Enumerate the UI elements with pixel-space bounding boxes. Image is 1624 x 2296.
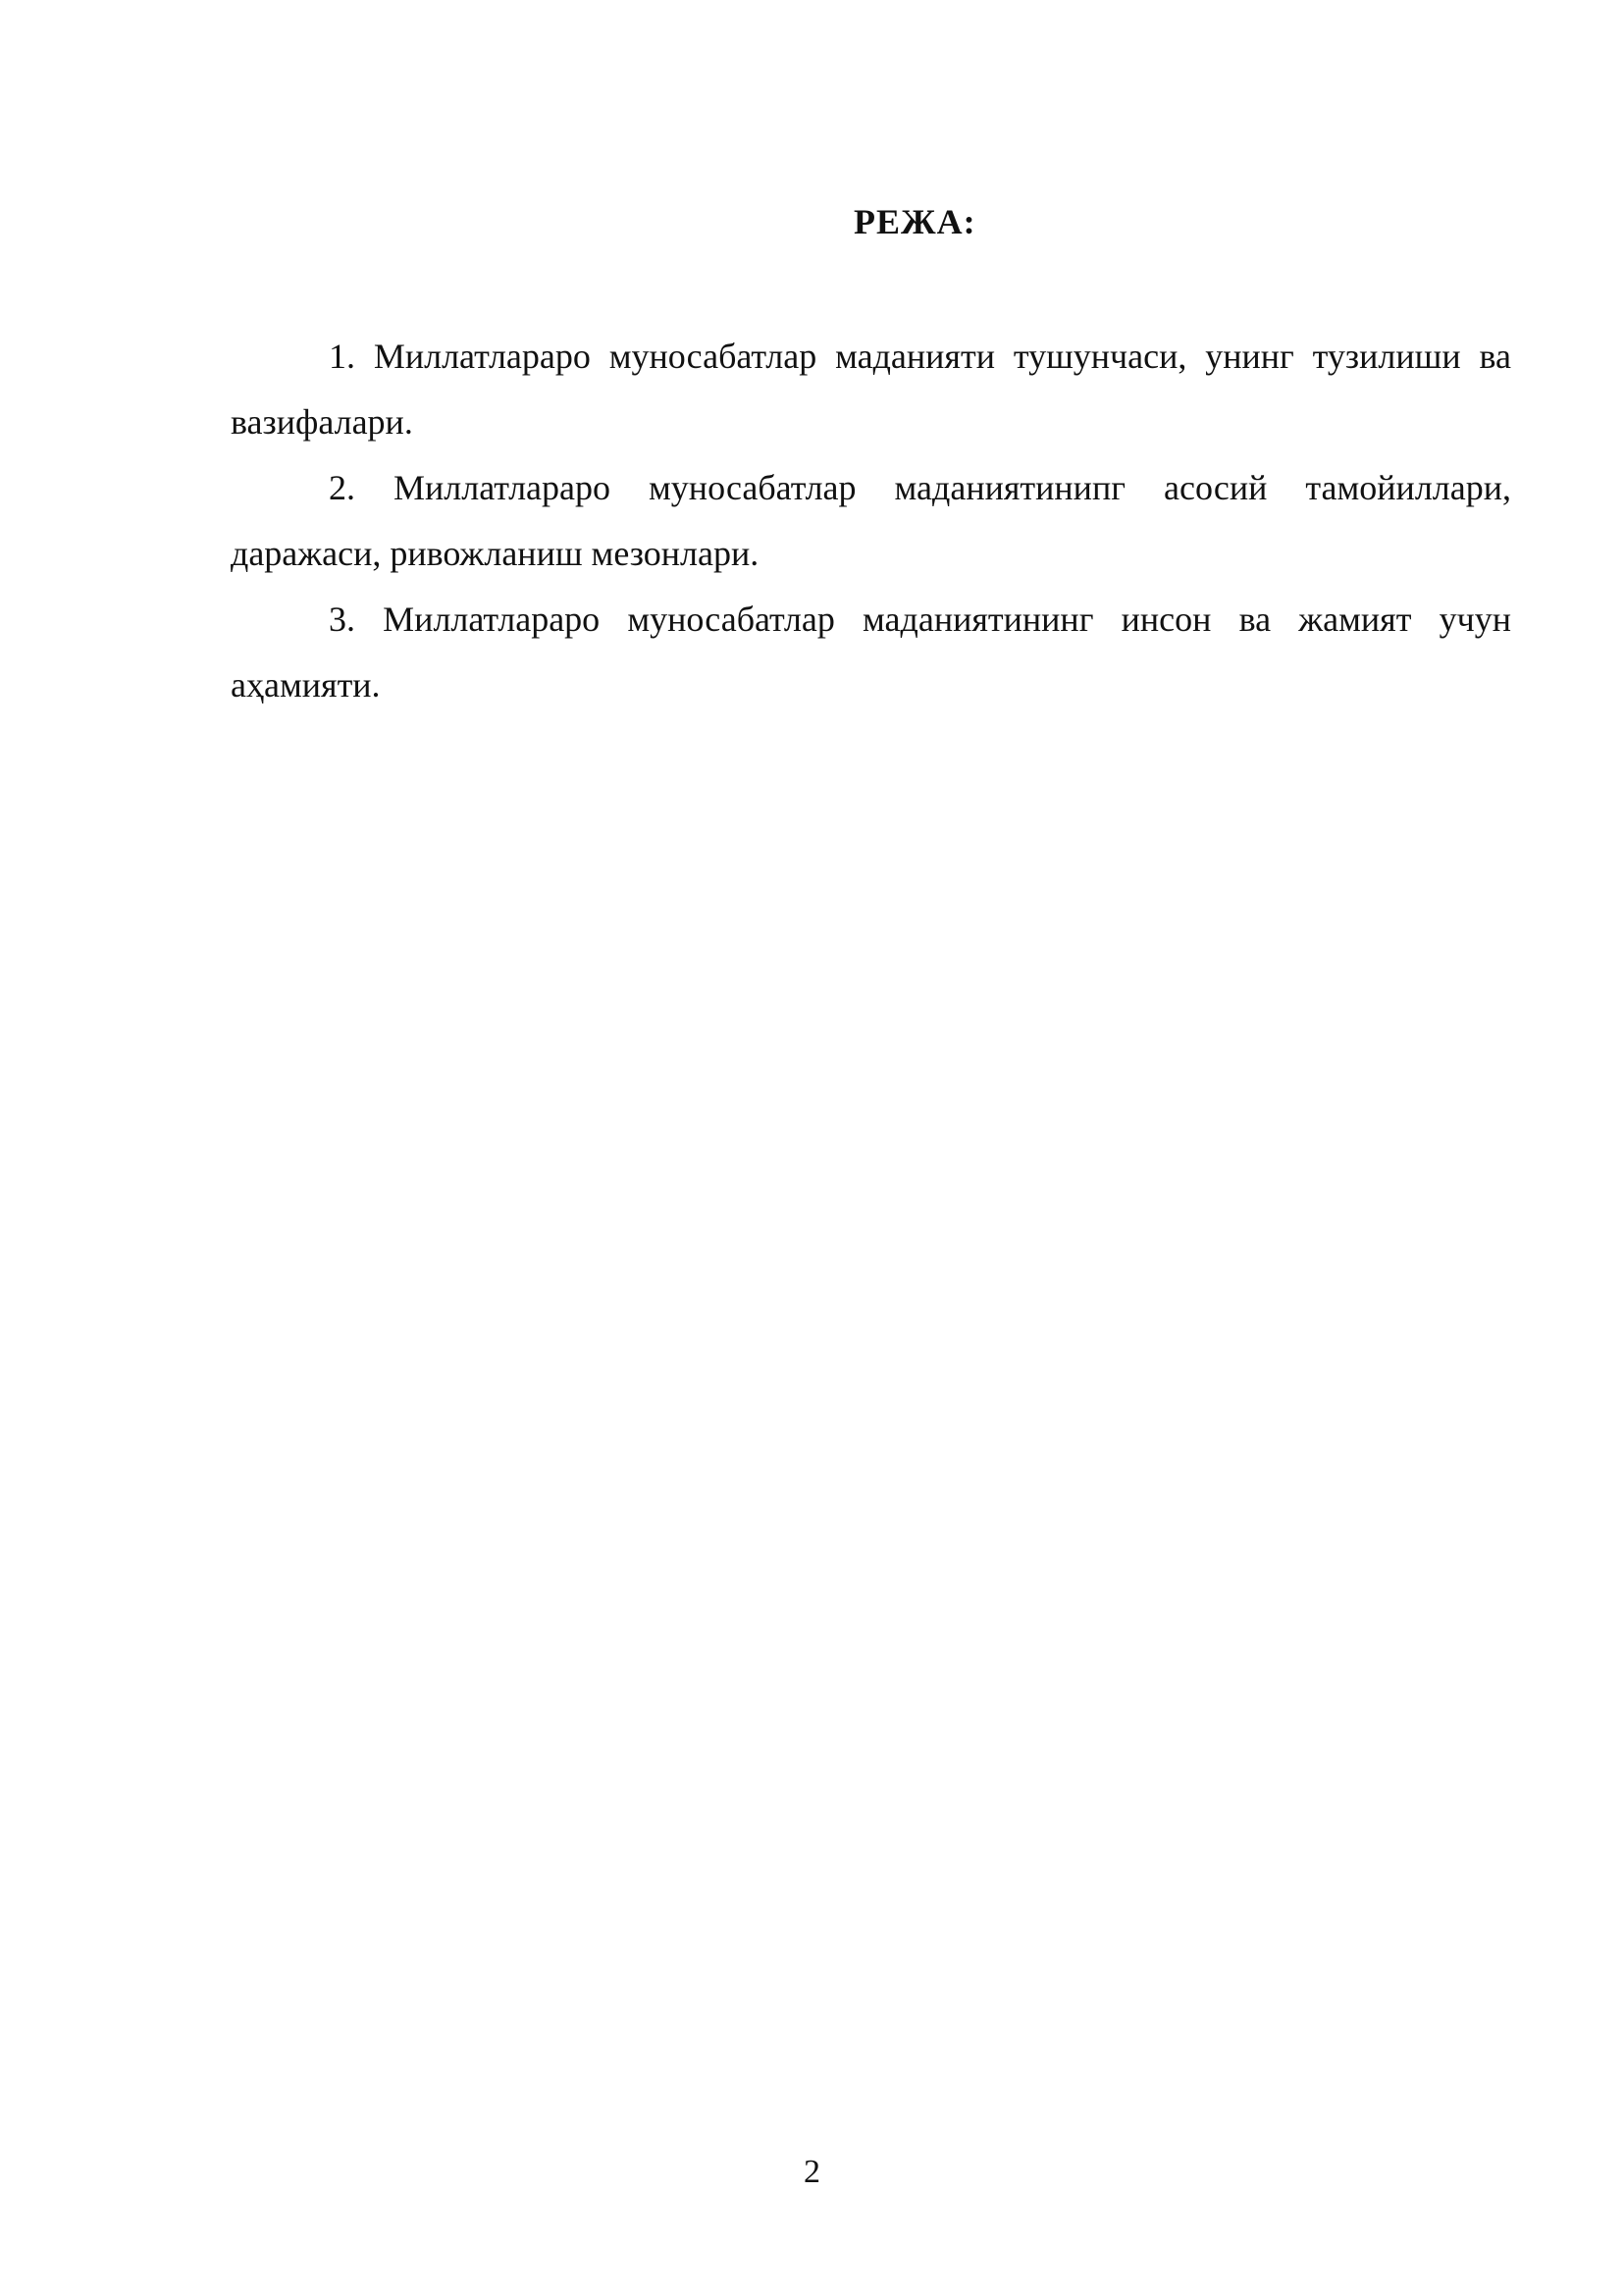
plan-list (231, 324, 1511, 718)
page-title: РЕЖА: (854, 202, 976, 241)
plan-item-2: 2. Миллатлараро муносабатлар маданиятинипг асосий тамойиллари, даражаси, ривожланиш мезонлари. (231, 468, 1511, 573)
plan-item-3: 3. Миллатлараро муносабатлар маданиятининг инсон ва жамият учун аҳамияти. (231, 600, 1511, 704)
page-number: 2 (804, 2154, 820, 2190)
plan-item-1: 1. Миллатлараро муносабатлар маданияти тушунчаси, унинг тузилиши ва вазифалари. (231, 337, 1511, 442)
